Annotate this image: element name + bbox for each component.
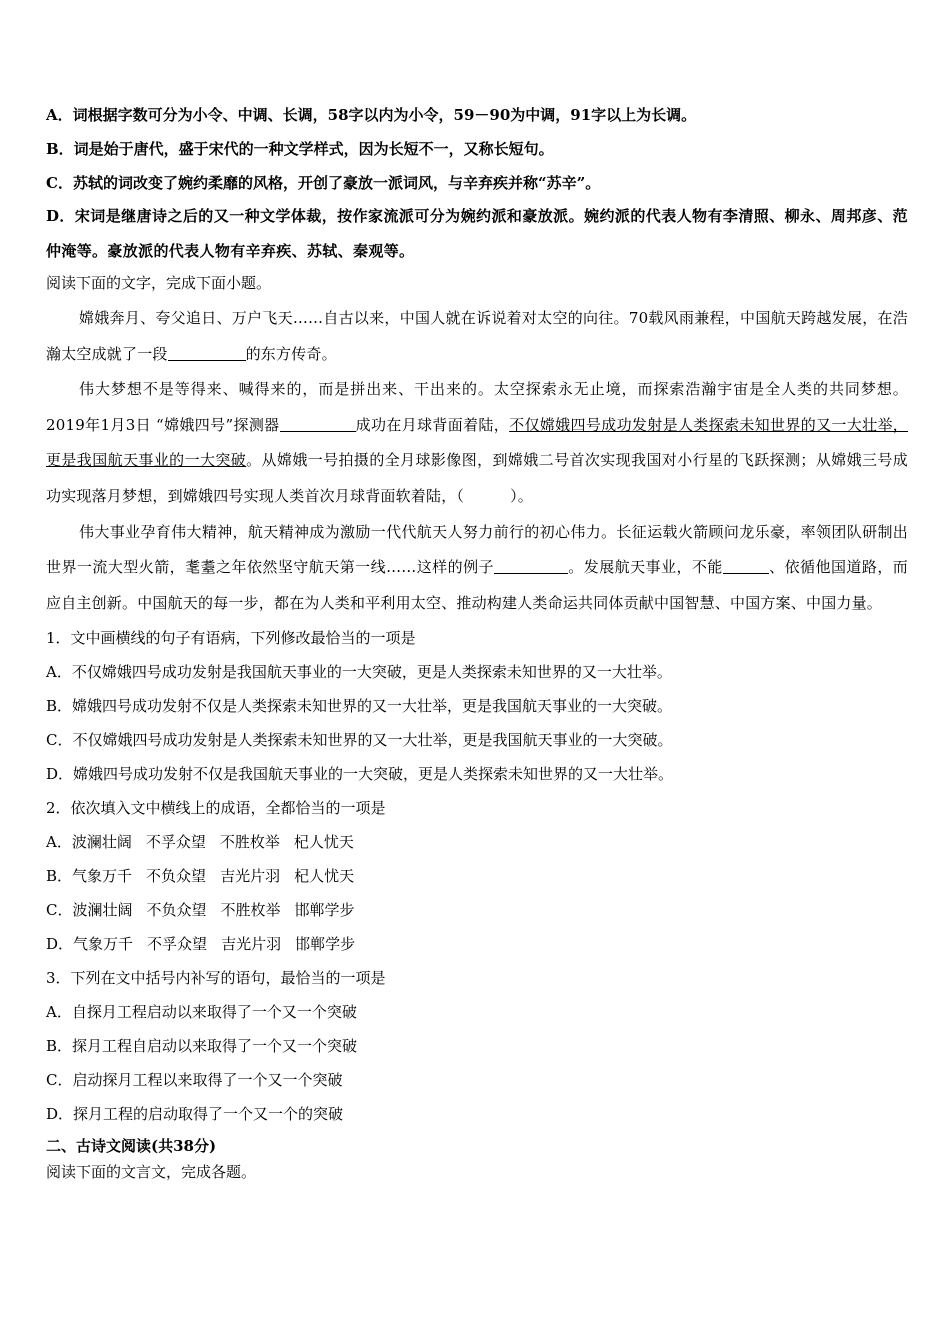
passage-text: 嫦娥奔月、夸父追日、万户飞天……自古以来，中国人就在诉说着对太空的向往。70载风雨兼程，中国航天跨越发展，在浩瀚太空成就了一段 <box>46 309 908 363</box>
prior-option-b: B．词是始于唐代，盛于宋代的一种文学样式，因为长短不一，又称长短句。 <box>46 140 554 158</box>
question-option <box>46 825 908 859</box>
fill-blank-1 <box>168 345 246 361</box>
idiom: 不负众望 <box>146 867 207 886</box>
idiom: 气象万千 <box>73 935 134 954</box>
passage-paragraph-2 <box>46 372 908 514</box>
question-option: D．探月工程的启动取得了一个又一个的突破 <box>46 1105 344 1124</box>
prior-option-d: D．宋词是继唐诗之后的又一种文学体裁，按作家流派可分为婉约派和豪放派。婉约派的代表人物有李清照、柳永、周邦彦、范仲淹等。豪放派的代表人物有辛弃疾、苏轼、秦观等。 <box>46 207 908 260</box>
passage-text: ）。 <box>510 486 534 505</box>
idiom: 不负众望 <box>146 901 207 920</box>
fill-blank-4 <box>723 558 769 574</box>
question-option <box>46 893 908 927</box>
prior-option-c: C．苏轼的词改变了婉约柔靡的风格，开创了豪放一派词风，与辛弃疾并称“苏辛”。 <box>46 174 601 192</box>
idiom: 杞人忧天 <box>294 867 355 886</box>
option-label: D． <box>46 935 74 954</box>
fill-blank-3 <box>494 558 568 574</box>
option-label: C． <box>46 901 73 920</box>
option-label: B． <box>46 867 73 886</box>
idiom: 波澜壮阔 <box>71 833 132 852</box>
question-option: B．嫦娥四号成功发射不仅是人类探索未知世界的又一大壮举，更是我国航天事业的一大突破。 <box>46 697 673 716</box>
question-1 <box>46 621 908 791</box>
question-option: B．探月工程自启动以来取得了一个又一个突破 <box>46 1037 358 1056</box>
question-option: C．启动探月工程以来取得了一个又一个突破 <box>46 1071 343 1090</box>
fill-blank-2 <box>280 416 356 432</box>
idiom: 波澜壮阔 <box>72 901 133 920</box>
idiom: 邯郸学步 <box>295 935 356 954</box>
underlined-sentence: 不仅嫦娥四号成功发射是人类探索未知世界的又一大壮举，更是我国航天事业的一大突破 <box>46 415 909 470</box>
passage-text: 的东方传奇。 <box>245 344 337 363</box>
passage-paragraph-1 <box>46 301 908 372</box>
question-3 <box>46 961 908 1131</box>
reading-intro: 阅读下面的文字，完成下面小题。 <box>46 274 272 292</box>
question-stem: 3．下列在文中括号内补写的语句，最恰当的一项是 <box>46 969 386 988</box>
question-option: A．自探月工程启动以来取得了一个又一个突破 <box>46 1003 357 1022</box>
question-option: A．不仅嫦娥四号成功发射是我国航天事业的一大突破，更是人类探索未知世界的又一大壮举。 <box>46 663 672 682</box>
option-label: A． <box>46 833 72 852</box>
idiom: 不孚众望 <box>147 935 208 954</box>
question-option <box>46 927 908 961</box>
document-page <box>46 98 908 1187</box>
question-option <box>46 859 908 893</box>
question-stem: 2．依次填入文中横线上的成语，全都恰当的一项是 <box>46 799 386 818</box>
idiom: 杞人忧天 <box>293 833 354 852</box>
question-stem: 1．文中画横线的句子有语病，下列修改最恰当的一项是 <box>46 629 416 648</box>
idiom: 不胜枚举 <box>219 833 280 852</box>
section-intro: 阅读下面的文言文，完成各题。 <box>46 1163 257 1182</box>
idiom: 吉光片羽 <box>220 867 281 886</box>
prior-option-a: A．词根据字数可分为小令、中调、长调，58字以内为小令，59－90为中调，91字以上为长调。 <box>46 106 697 124</box>
passage-text: 、依循他国道路，而应自主创新。中国航天的每一步，都在为人类和平利用太空、推动构建人类命运共同体贡献中国智慧、中国方案、中国力量。 <box>46 558 908 612</box>
question-2 <box>46 791 908 961</box>
passage-text: 。从嫦娥一号拍摄的全月球影像图，到嫦娥二号首次实现我国对小行星的飞跃探测；从嫦娥三号成功实现落月梦想，到嫦娥四号实现人类首次月球背面软着陆，（ <box>46 451 908 505</box>
passage-text: 成功在月球背面着陆， <box>355 415 510 434</box>
question-option: C．不仅嫦娥四号成功发射是人类探索未知世界的又一大壮举，更是我国航天事业的一大突破。 <box>46 731 673 750</box>
idiom: 吉光片羽 <box>221 935 282 954</box>
passage-text: 伟大事业孕育伟大精神，航天精神成为激励一代代航天人努力前行的初心伟力。长征运载火箭顾问龙乐豪，率领团队研制出世界一流大型火箭，耄耋之年依然坚守航天第一线……这样的例子 <box>46 522 908 577</box>
idiom: 不胜枚举 <box>220 901 281 920</box>
section-heading: 二、古诗文阅读(共38分) <box>46 1137 217 1156</box>
passage-text: 伟大梦想不是等得来、喊得来的，而是拼出来、干出来的。太空探索永无止境，而探索浩瀚宇宙是全人类的共同梦想。2019年1月3日 “嫦娥四号”探测器 <box>46 380 908 434</box>
passage-text: 。发展航天事业，不能 <box>568 558 723 577</box>
idiom: 不孚众望 <box>145 833 206 852</box>
passage-paragraph-3 <box>46 515 908 622</box>
question-option: D．嫦娥四号成功发射不仅是我国航天事业的一大突破，更是人类探索未知世界的又一大壮举。 <box>46 765 674 784</box>
idiom: 邯郸学步 <box>294 901 355 920</box>
idiom: 气象万千 <box>72 867 133 886</box>
